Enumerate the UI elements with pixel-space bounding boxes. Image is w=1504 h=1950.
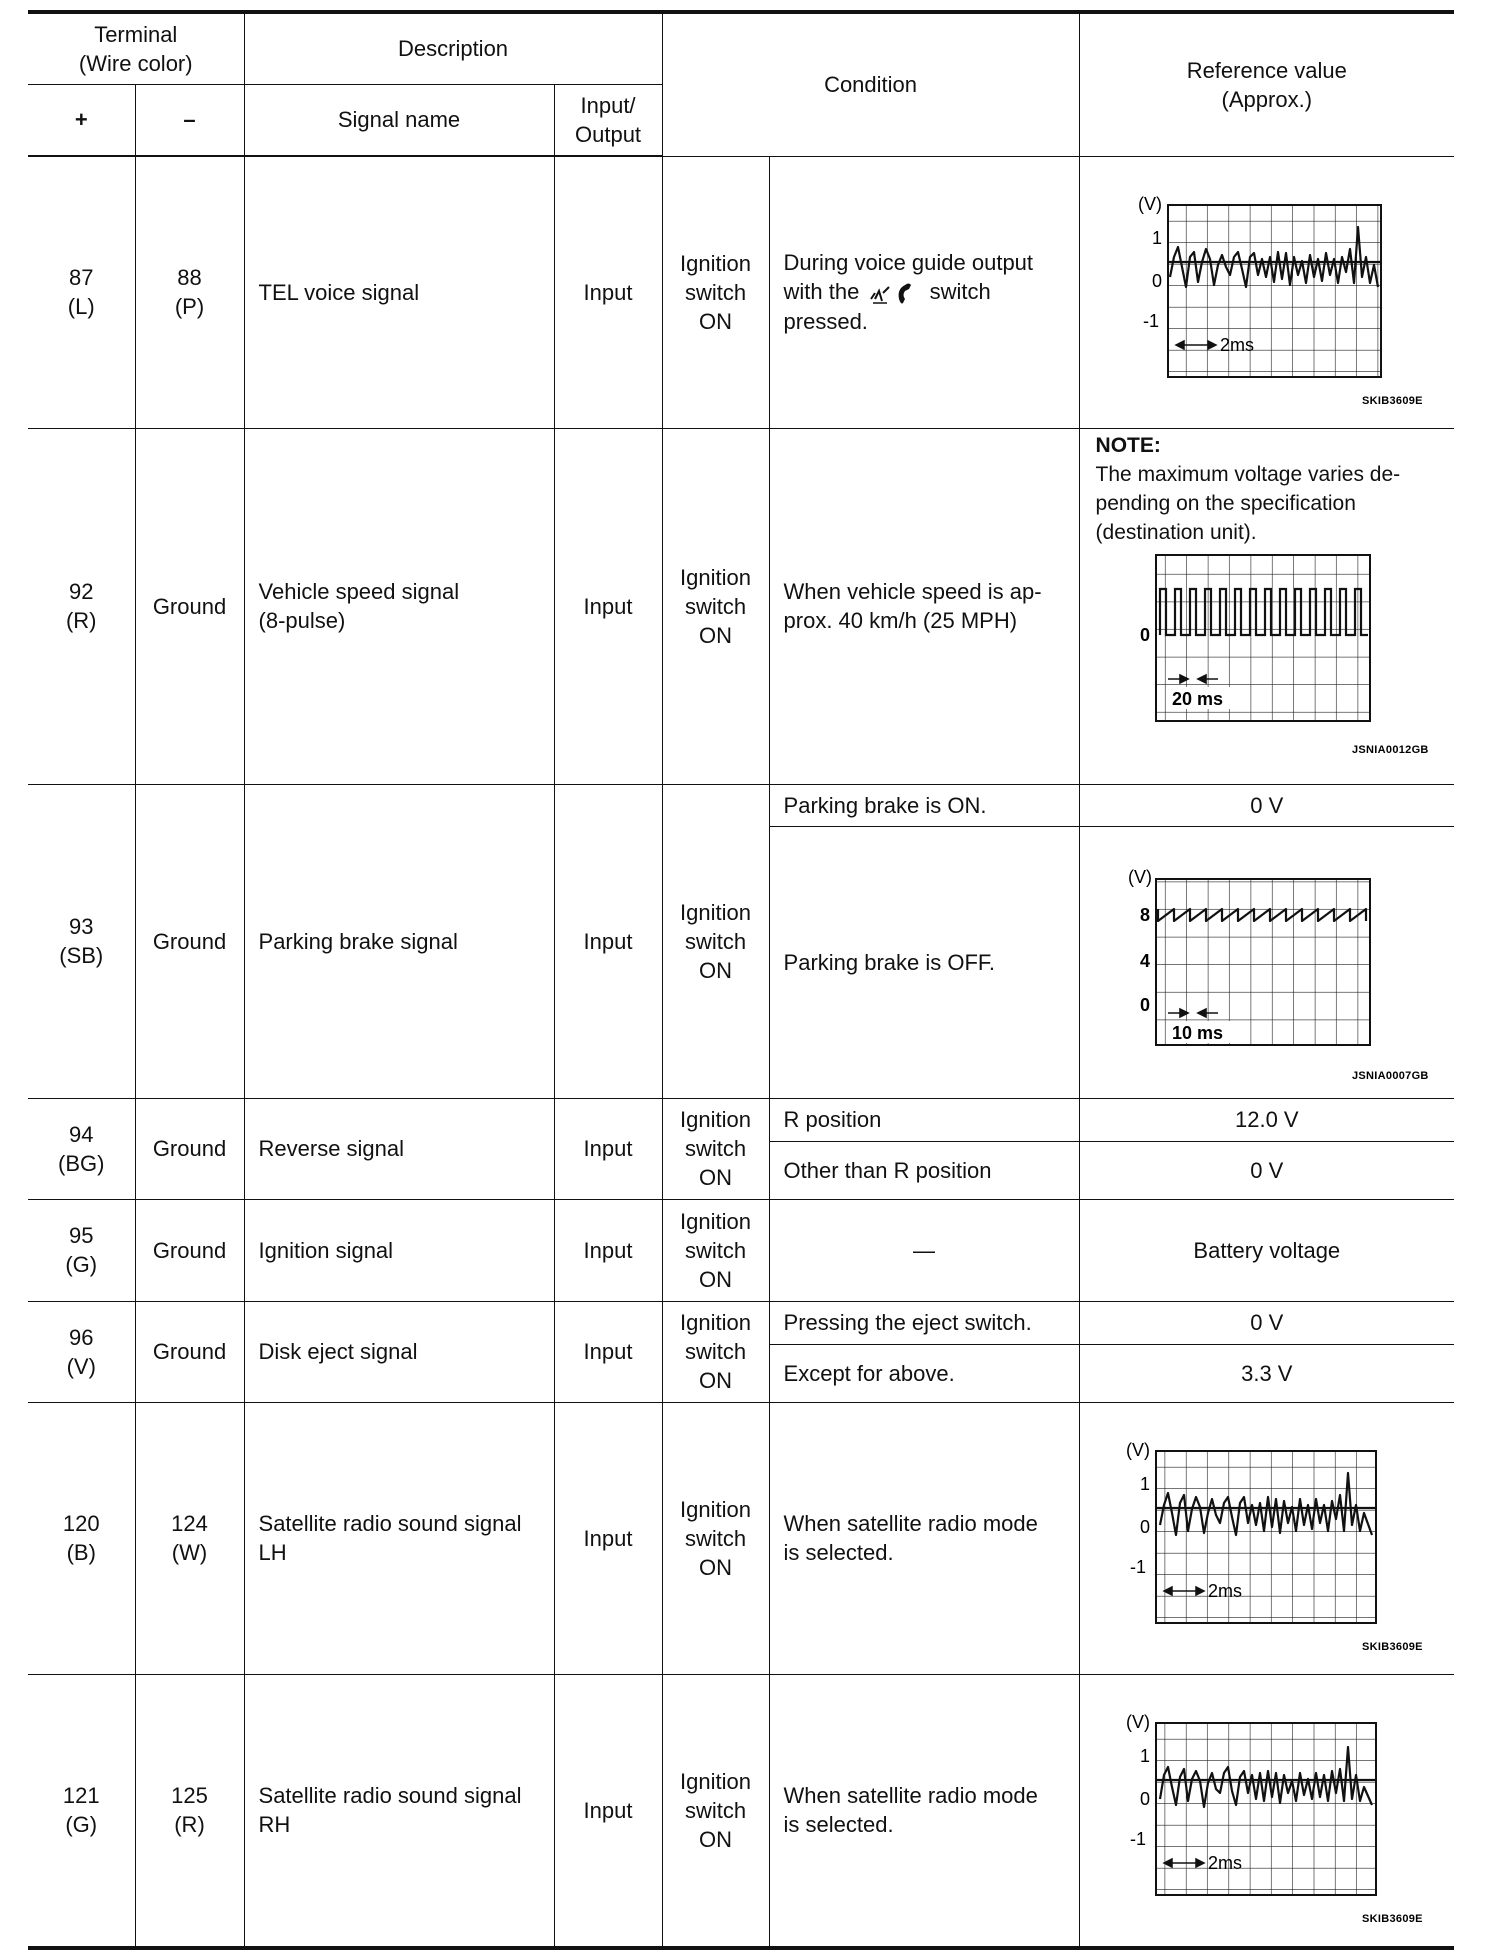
condition-cell-b — [769, 1141, 1079, 1199]
io-cell — [554, 1674, 662, 1948]
ign-line2: switch — [684, 1136, 747, 1161]
signal-name-text: Ignition signal — [258, 1237, 394, 1263]
wave-time-label: 10 ms — [1171, 1022, 1223, 1043]
reference-cell-b — [1079, 1141, 1454, 1199]
terminal-plus-number: 121 — [62, 1783, 100, 1808]
terminal-minus-number: 124 — [171, 1511, 208, 1536]
wave-code: SKIB3609E — [1361, 394, 1423, 407]
header-signal-name-text: Signal name — [337, 107, 461, 133]
parking-brake-waveform-icon — [1080, 827, 1455, 1091]
condition-cell — [769, 1402, 1079, 1674]
header-condition-text: Condition — [824, 72, 918, 98]
wave-time-label: 20 ms — [1171, 688, 1223, 709]
wave-y8-label: 8 — [1139, 904, 1150, 925]
io-text: Input — [583, 593, 633, 619]
condition-cell — [769, 428, 1079, 784]
signal-name — [244, 428, 554, 784]
wave-y0-label: 0 — [1139, 1516, 1150, 1537]
ign-line3: ON — [699, 1826, 733, 1852]
ignition-cell — [662, 1402, 769, 1674]
io-text: Input — [583, 279, 633, 305]
ignition-cell — [662, 156, 769, 428]
wave-y0-label: 0 — [1139, 1788, 1150, 1809]
signal-name-text: Disk eject signal — [258, 1339, 418, 1364]
io-text: Input — [583, 1525, 633, 1551]
terminal-minus-ground: Ground — [152, 928, 227, 954]
header-terminal-line1: Terminal — [94, 21, 178, 47]
reference-b-text: 0 V — [1250, 1157, 1284, 1183]
condition-line1: When vehicle speed is ap- — [783, 579, 1042, 604]
signal-name — [244, 1199, 554, 1301]
header-row-1 — [28, 12, 1454, 84]
ign-line3: ON — [699, 1554, 733, 1580]
io-cell — [554, 428, 662, 784]
header-minus — [135, 84, 244, 156]
header-reference — [1079, 12, 1454, 156]
io-text: Input — [583, 928, 633, 954]
condition-a-text: Parking brake is ON. — [783, 792, 987, 818]
terminal-plus-color: (B) — [66, 1540, 96, 1565]
terminal-minus-ground: Ground — [152, 593, 227, 619]
wave-code: JSNIA0007GB — [1351, 1069, 1429, 1082]
terminal-minus — [135, 1402, 244, 1674]
audio-waveform-icon — [1080, 157, 1455, 421]
signal-name-text: TEL voice signal — [258, 279, 420, 305]
signal-name — [244, 1301, 554, 1402]
table-row-121 — [28, 1674, 1454, 1948]
terminal-plus — [28, 1402, 135, 1674]
ign-line1: Ignition — [680, 1107, 751, 1132]
condition-cell-b — [769, 826, 1079, 1098]
header-io — [554, 84, 662, 156]
ign-line3: ON — [699, 308, 733, 334]
condition-cell-a — [769, 1301, 1079, 1344]
condition-line2: prox. 40 km/h (25 MPH) — [783, 608, 1018, 633]
terminal-plus-color: (R) — [65, 608, 97, 633]
wave-y4-label: 4 — [1139, 950, 1150, 971]
terminal-plus-color: (V) — [66, 1353, 96, 1379]
condition-cell-a — [769, 1098, 1079, 1141]
io-cell — [554, 156, 662, 428]
ign-line1: Ignition — [680, 1310, 751, 1335]
note-line2: pending on the specification — [1095, 491, 1356, 515]
terminal-plus-color: (G) — [65, 1812, 98, 1837]
wave-y0-label: 0 — [1139, 994, 1150, 1015]
terminal-plus — [28, 1199, 135, 1301]
ign-line3: ON — [699, 957, 733, 983]
note-block — [1080, 429, 1455, 547]
terminal-minus — [135, 156, 244, 428]
signal-name-line1: Vehicle speed signal — [258, 579, 460, 604]
condition-line3: pressed. — [783, 309, 868, 335]
ignition-cell — [662, 1098, 769, 1199]
ign-line2: switch — [684, 593, 747, 619]
minus-sign: – — [183, 107, 196, 133]
ignition-cell — [662, 784, 769, 1098]
signal-name-line2: RH — [258, 1812, 291, 1837]
terminal-plus — [28, 428, 135, 784]
terminal-plus-number: 87 — [69, 265, 94, 291]
terminal-plus — [28, 784, 135, 1098]
condition-text: — — [913, 1237, 936, 1263]
ignition-cell — [662, 1301, 769, 1402]
ignition-cell — [662, 1199, 769, 1301]
terminal-minus-ground: Ground — [152, 1339, 227, 1364]
wave-code: SKIB3609E — [1361, 1912, 1423, 1925]
audio-waveform-icon — [1080, 1403, 1455, 1667]
wave-time-label: 2ms — [1207, 1580, 1242, 1601]
terminal-plus — [28, 1301, 135, 1402]
signal-name — [244, 1674, 554, 1948]
audio-waveform-icon — [1080, 1675, 1455, 1939]
header-terminal-line2: (Wire color) — [78, 50, 193, 76]
terminal-minus — [135, 1098, 244, 1199]
reference-cell — [1079, 1199, 1454, 1301]
header-plus — [28, 84, 135, 156]
wave-unit-label: (V) — [1125, 1711, 1150, 1732]
reference-cell-a — [1079, 1301, 1454, 1344]
speed-pulse-waveform-icon — [1080, 547, 1455, 775]
signal-name-text: Reverse signal — [258, 1136, 405, 1161]
ign-line1: Ignition — [680, 1768, 751, 1794]
ign-line3: ON — [699, 1368, 733, 1393]
note-line1: The maximum voltage varies de- — [1095, 462, 1401, 486]
terminal-minus — [135, 1199, 244, 1301]
header-signal-name — [244, 84, 554, 156]
wave-ym1-label: -1 — [1129, 1828, 1146, 1849]
ign-line2: switch — [684, 1525, 747, 1551]
header-description-text: Description — [398, 36, 509, 62]
condition-line1: During voice guide output — [783, 249, 1034, 275]
condition-line2 — [784, 277, 1071, 307]
io-cell — [554, 1098, 662, 1199]
table-row-92 — [28, 428, 1454, 784]
condition-cell-a — [769, 784, 1079, 826]
reference-a-text: 0 V — [1250, 1310, 1284, 1335]
signal-name-line2: (8-pulse) — [258, 608, 346, 633]
ign-line1: Ignition — [680, 250, 751, 276]
table-row-87 — [28, 156, 1454, 428]
io-text: Input — [583, 1136, 633, 1161]
ignition-cell — [662, 428, 769, 784]
terminal-plus-color: (L) — [67, 294, 95, 320]
terminal-minus-ground: Ground — [152, 1136, 227, 1161]
reference-a-text: 12.0 V — [1234, 1107, 1299, 1132]
condition-a-text: Pressing the eject switch. — [783, 1310, 1032, 1335]
reference-cell — [1079, 428, 1454, 784]
terminal-minus-color: (P) — [174, 294, 205, 320]
terminal-minus-color: (W) — [171, 1540, 208, 1565]
table-row-120 — [28, 1402, 1454, 1674]
wave-y1-label: 1 — [1151, 227, 1162, 248]
condition-line1: When satellite radio mode — [783, 1783, 1038, 1808]
wave-code: JSNIA0012GB — [1351, 743, 1429, 756]
header-condition — [662, 12, 1079, 156]
io-cell — [554, 1301, 662, 1402]
condition-a-text: R position — [783, 1107, 882, 1132]
ign-line2: switch — [684, 1797, 747, 1823]
wave-unit-label: (V) — [1137, 193, 1162, 214]
reference-cell — [1079, 1674, 1454, 1948]
table-row-93 — [28, 784, 1454, 826]
reference-b-text: 3.3 V — [1241, 1360, 1293, 1386]
terminal-minus — [135, 784, 244, 1098]
ignition-cell — [662, 1674, 769, 1948]
wave-y1-label: 1 — [1139, 1745, 1150, 1766]
wave-code: SKIB3609E — [1361, 1640, 1423, 1653]
reference-cell-b — [1079, 826, 1454, 1098]
table-row-96 — [28, 1301, 1454, 1344]
reference-cell — [1079, 156, 1454, 428]
wave-y0-label: 0 — [1151, 270, 1162, 291]
terminal-plus-color: (SB) — [59, 943, 104, 968]
signal-name-line1: Satellite radio sound signal — [258, 1783, 522, 1808]
ign-line2: switch — [684, 928, 747, 954]
condition-b-text: Except for above. — [783, 1360, 955, 1386]
voice-phone-icon — [865, 279, 923, 307]
terminal-minus — [135, 428, 244, 784]
plus-sign: + — [74, 107, 88, 133]
reference-cell — [1079, 1402, 1454, 1674]
ign-line2: switch — [684, 1237, 747, 1263]
wave-y0-label: 0 — [1139, 624, 1150, 645]
signal-name — [244, 784, 554, 1098]
reference-cell-b — [1079, 1344, 1454, 1402]
io-text: Input — [583, 1237, 633, 1263]
terminal-plus-color: (BG) — [58, 1150, 105, 1176]
terminal-minus-ground: Ground — [152, 1237, 227, 1263]
ign-line2: switch — [684, 1339, 747, 1364]
signal-name — [244, 1402, 554, 1674]
terminal-plus-number: 95 — [69, 1223, 94, 1248]
terminal-minus — [135, 1674, 244, 1948]
header-description — [244, 12, 662, 84]
terminal-plus — [28, 1674, 135, 1948]
terminal-minus-number: 88 — [177, 265, 202, 291]
io-text: Input — [583, 1339, 633, 1364]
signal-name-line2: LH — [258, 1540, 287, 1565]
condition-b-text: Parking brake is OFF. — [783, 949, 996, 975]
wave-time-label: 2ms — [1219, 334, 1254, 355]
terminal-plus-number: 92 — [69, 579, 94, 604]
signal-name-text: Parking brake signal — [258, 928, 458, 954]
condition-line2: is selected. — [783, 1540, 894, 1565]
ign-line1: Ignition — [680, 564, 751, 590]
condition-cell — [769, 156, 1079, 428]
ign-line3: ON — [699, 622, 733, 648]
condition-cell-b — [769, 1344, 1079, 1402]
ign-line1: Ignition — [680, 899, 751, 925]
signal-name — [244, 156, 554, 428]
ign-line1: Ignition — [680, 1496, 751, 1522]
note-label: NOTE: — [1095, 433, 1161, 457]
io-cell — [554, 1199, 662, 1301]
terminal-minus — [135, 1301, 244, 1402]
io-text: Input — [583, 1797, 633, 1823]
header-io-line2: Output — [575, 121, 642, 147]
terminal-plus-number: 93 — [69, 914, 94, 939]
condition-cell — [769, 1674, 1079, 1948]
ign-line3: ON — [699, 1165, 733, 1190]
header-ref-line2: (Approx.) — [1221, 86, 1313, 112]
header-io-line1: Input/ — [580, 92, 636, 118]
terminal-table — [28, 10, 1454, 1950]
terminal-plus — [28, 156, 135, 428]
terminal-plus-number: 96 — [69, 1324, 94, 1350]
table-row-94 — [28, 1098, 1454, 1141]
note-line3: (destination unit). — [1095, 520, 1257, 544]
ign-line3: ON — [699, 1266, 733, 1292]
condition-line1: When satellite radio mode — [783, 1511, 1038, 1536]
header-terminal — [28, 12, 244, 84]
signal-name — [244, 1098, 554, 1199]
io-cell — [554, 1402, 662, 1674]
terminal-plus-number: 120 — [62, 1511, 100, 1536]
reference-a-text: 0 V — [1250, 792, 1284, 818]
wave-unit-label: (V) — [1127, 866, 1152, 887]
wave-unit-label: (V) — [1125, 1439, 1150, 1460]
condition-cell — [769, 1199, 1079, 1301]
reference-cell-a — [1079, 784, 1454, 826]
terminal-plus — [28, 1098, 135, 1199]
table-row-95 — [28, 1199, 1454, 1301]
terminal-plus-number: 94 — [69, 1121, 94, 1147]
wave-ym1-label: -1 — [1129, 1556, 1146, 1577]
condition-pre: with the — [783, 278, 860, 304]
header-ref-line1: Reference value — [1186, 57, 1347, 83]
condition-b-text: Other than R position — [783, 1157, 992, 1183]
ign-line2: switch — [684, 279, 747, 305]
io-cell — [554, 784, 662, 1098]
wave-ym1-label: -1 — [1142, 310, 1159, 331]
terminal-minus-number: 125 — [171, 1783, 208, 1808]
wave-y1-label: 1 — [1139, 1473, 1150, 1494]
wave-time-label: 2ms — [1207, 1852, 1242, 1873]
condition-line2: is selected. — [783, 1812, 894, 1837]
reference-cell-a — [1079, 1098, 1454, 1141]
condition-post: switch — [929, 278, 991, 304]
reference-text: Battery voltage — [1193, 1237, 1341, 1263]
signal-name-line1: Satellite radio sound signal — [258, 1511, 522, 1536]
ign-line1: Ignition — [680, 1208, 751, 1234]
terminal-plus-color: (G) — [65, 1252, 98, 1277]
terminal-minus-color: (R) — [174, 1812, 205, 1837]
